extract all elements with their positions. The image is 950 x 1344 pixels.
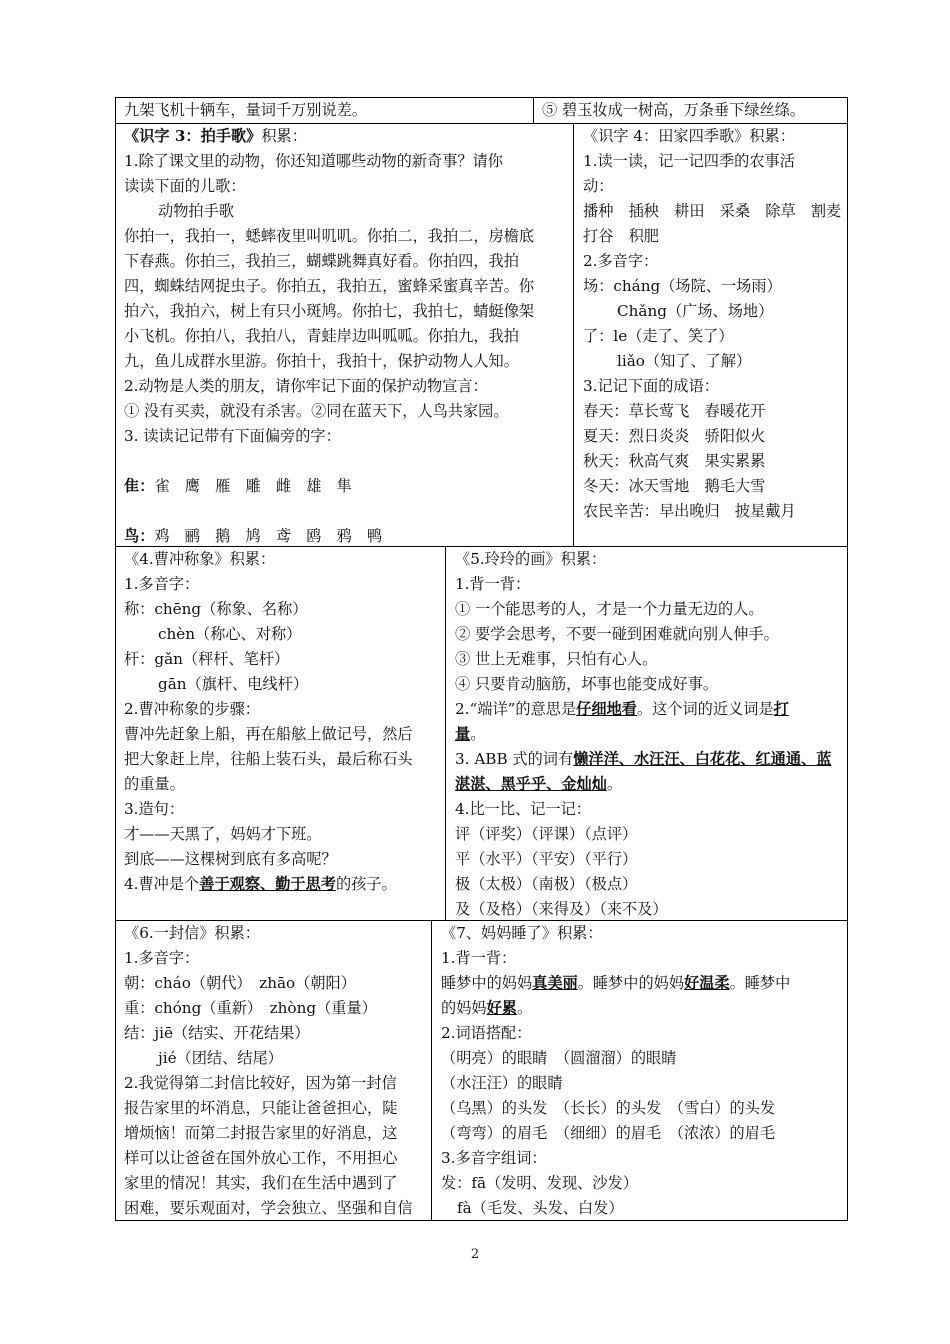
song-line: 小飞机。你拍八，我拍八，青蛙岸边叫呱呱。你拍九，我拍 — [124, 327, 519, 345]
polyphone-line: fà（毛发、头发、白发） — [457, 1199, 624, 1217]
idiom-line: 冬天：冰天雪地 鹅毛大雪 — [583, 477, 766, 495]
farm-words: 打谷 积肥 — [583, 227, 659, 245]
radical-zhui-row: 隹：雀 鹰 雁 雕 雌 雄 隼 — [124, 477, 352, 495]
compare-line: 平（水平）（平安）（平行） — [455, 850, 638, 868]
song-line: 你拍一，我拍一，蟋蟀夜里叫叽叽。你拍二，我拍二，房檐底 — [124, 227, 535, 245]
song-title: 动物拍手歌 — [158, 202, 234, 220]
polyphone-line: 杆：gǎn（秤杆、笔杆） — [124, 650, 290, 668]
song-line: 九，鱼儿成群水里游。你拍十，我拍十，保护动物人人知。 — [124, 352, 519, 370]
compare-line: 及（及格）（来得及）（来不及） — [455, 900, 668, 918]
mama-q2: 2.词语搭配： — [441, 1024, 532, 1042]
motto-line: ① 一个能思考的人，才是一个力量无边的人。 — [455, 600, 764, 618]
polyphone-line: jié（团结、结尾） — [158, 1049, 283, 1067]
step-line: 曹冲先赶象上船，再在船舷上做记号，然后 — [124, 725, 413, 743]
mama-recite-line: 睡梦中的妈妈真美丽。睡梦中的妈妈好温柔。睡梦中 — [441, 974, 791, 992]
match-line: （乌黑）的头发 （长长）的头发 （雪白）的头发 — [441, 1099, 776, 1117]
polyphone-line: liǎo（知了、了解） — [617, 352, 752, 370]
polyphone-line: 重：chóng（重新） zhòng（重量） — [124, 999, 377, 1017]
letter-cell — [116, 921, 431, 1221]
idiom-line: 秋天：秋高气爽 果实累累 — [583, 452, 766, 470]
shizi4-cell — [575, 124, 847, 524]
compare-line: 评（评奖）（评课）（点评） — [455, 825, 638, 843]
song-line: 四，蜘蛛结网捉虫子。你拍五，我拍五，蜜蜂采蜜真辛苦。你 — [124, 277, 535, 295]
idiom-line: 夏天：烈日炎炎 骄阳似火 — [583, 427, 766, 445]
motto-line: ④ 只要肯动脑筋，坏事也能变成好事。 — [455, 675, 719, 693]
letter-q1: 1.多音字： — [124, 949, 200, 967]
caochong-title: 《4.曹冲称象》积累： — [124, 550, 276, 568]
mama-cell — [433, 921, 847, 1221]
lingling-q2-cont: 量。 — [455, 725, 486, 743]
motto-line: ② 要学会思考，不要一碰到困难就向别人伸手。 — [455, 625, 779, 643]
sentence-line: 才——天黑了，妈妈才下班。 — [124, 825, 322, 843]
polyphone-line: 朝：cháo（朝代） zhāo（朝阳） — [124, 974, 356, 992]
shizi4-q2: 2.多音字： — [583, 252, 659, 270]
compare-line: 极（太极）（南极）（极点） — [455, 875, 638, 893]
letter-answer-line: 2.我觉得第二封信比较好，因为第一封信 — [124, 1074, 397, 1092]
step-line: 的重量。 — [124, 775, 185, 793]
caochong-q2: 2.曹冲称象的步骤： — [124, 700, 260, 718]
shizi4-title: 《识字 4：田家四季歌》积累： — [583, 127, 795, 145]
polyphone-line: 发：fā（发明、发现、沙发） — [441, 1174, 638, 1192]
match-line: （水汪汪）的眼睛 — [441, 1074, 563, 1092]
lingling-q3: 3. ABB 式的词有懒洋洋、水汪汪、白花花、红通通、蓝 — [455, 750, 832, 768]
step-line: 把大象赶上岸，往船上装石头，最后称石头 — [124, 750, 413, 768]
lingling-q4: 4.比一比、记一记： — [455, 800, 591, 818]
song-line: 拍六，我拍六，树上有只小斑鸠。你拍七，我拍七，蜻蜓像架 — [124, 302, 535, 320]
letter-answer-line: 增烦恼！而第二封报告家里的好消息，这 — [124, 1124, 398, 1142]
polyphone-line: 结：jiē（结实、开花结果） — [124, 1024, 310, 1042]
top-left-cell — [116, 98, 533, 123]
caochong-q3: 3.造句： — [124, 800, 185, 818]
top-right-text: ⑤ 碧玉妆成一树高，万条垂下绿丝绦。 — [542, 101, 806, 119]
farm-words: 播种 插秧 耕田 采桑 除草 割麦 — [583, 202, 841, 220]
lingling-q2: 2.“端详”的意思是仔细地看。这个词的近义词是打 — [455, 700, 789, 718]
shizi3-title: 《识字 3：拍手歌》积累： — [124, 127, 307, 145]
match-line: （弯弯）的眉毛 （细细）的眉毛 （浓浓）的眉毛 — [441, 1124, 776, 1142]
idiom-line: 春天：草长莺飞 春暖花开 — [583, 402, 766, 420]
top-right-cell — [534, 98, 847, 123]
letter-answer-line: 样可以让爸爸在国外放心工作，不用担心 — [124, 1149, 398, 1167]
song-line: 下春燕。你拍三，我拍三，蝴蝶跳舞真好看。你拍四，我拍 — [124, 252, 519, 270]
mama-q1: 1.背一背： — [441, 949, 517, 967]
polyphone-line: gān（旗杆、电线杆） — [158, 675, 309, 693]
shizi3-q3: 3. 读读记记带有下面偏旁的字： — [124, 427, 341, 445]
lingling-q3-cont: 湛湛、黑乎乎、金灿灿。 — [455, 775, 623, 793]
radical-niao-row: 鸟：鸡 鹂 鹅 鸠 鸢 鸥 鸦 鸭 — [124, 527, 383, 545]
shizi3-q1: 1.除了课文里的动物，你还知道哪些动物的新奇事？请你 — [124, 152, 503, 170]
shizi3-q2-items: ① 没有买卖，就没有杀害。②同在蓝天下，人鸟共家园。 — [124, 402, 509, 420]
caochong-q4: 4.曹冲是个善于观察、勤于思考的孩子。 — [124, 875, 397, 893]
polyphone-line: 了：le（走了、笑了） — [583, 327, 734, 345]
page-number: 2 — [470, 1247, 480, 1262]
shizi3-q1-cont: 读读下面的儿歌： — [124, 177, 246, 195]
mama-title: 《7、妈妈睡了》积累： — [441, 924, 603, 942]
letter-title: 《6.一封信》积累： — [124, 924, 260, 942]
polyphone-line: Chǎng（广场、场地） — [617, 302, 774, 320]
letter-answer-line: 报告家里的坏消息，只能让爸爸担心，陡 — [124, 1099, 398, 1117]
shizi4-q1-cont: 动： — [583, 177, 614, 195]
top-left-text: 九架飞机十辆车，量词千万别说差。 — [124, 101, 367, 119]
letter-answer-line: 困难，要乐观面对，学会独立、坚强和自信 — [124, 1199, 413, 1217]
mama-q3: 3.多音字组词： — [441, 1149, 547, 1167]
mama-recite-line: 的妈妈好累。 — [441, 999, 533, 1017]
polyphone-line: 称：chēng（称象、名称） — [124, 600, 308, 618]
lingling-title: 《5.玲玲的画》积累： — [455, 550, 607, 568]
motto-line: ③ 世上无难事，只怕有心人。 — [455, 650, 658, 668]
idiom-line: 农民辛苦：早出晚归 披星戴月 — [583, 502, 796, 520]
polyphone-line: 场：cháng（场院、一场雨） — [583, 277, 782, 295]
lingling-q1: 1.背一背： — [455, 575, 531, 593]
caochong-q1: 1.多音字： — [124, 575, 200, 593]
shizi3-q2: 2.动物是人类的朋友，请你牢记下面的保护动物宣言： — [124, 377, 488, 395]
caochong-cell — [116, 547, 445, 897]
match-line: （明亮）的眼睛 （圆溜溜）的眼睛 — [441, 1049, 677, 1067]
shizi4-q3: 3.记记下面的成语： — [583, 377, 719, 395]
shizi3-cell — [116, 124, 573, 549]
shizi4-q1: 1.读一读，记一记四季的农事活 — [583, 152, 795, 170]
lingling-cell — [447, 547, 847, 922]
letter-answer-line: 家里的情况！其实，我们在生活中遇到了 — [124, 1174, 398, 1192]
sentence-line: 到底——这棵树到底有多高呢？ — [124, 850, 337, 868]
polyphone-line: chèn（称心、对称） — [158, 625, 302, 643]
